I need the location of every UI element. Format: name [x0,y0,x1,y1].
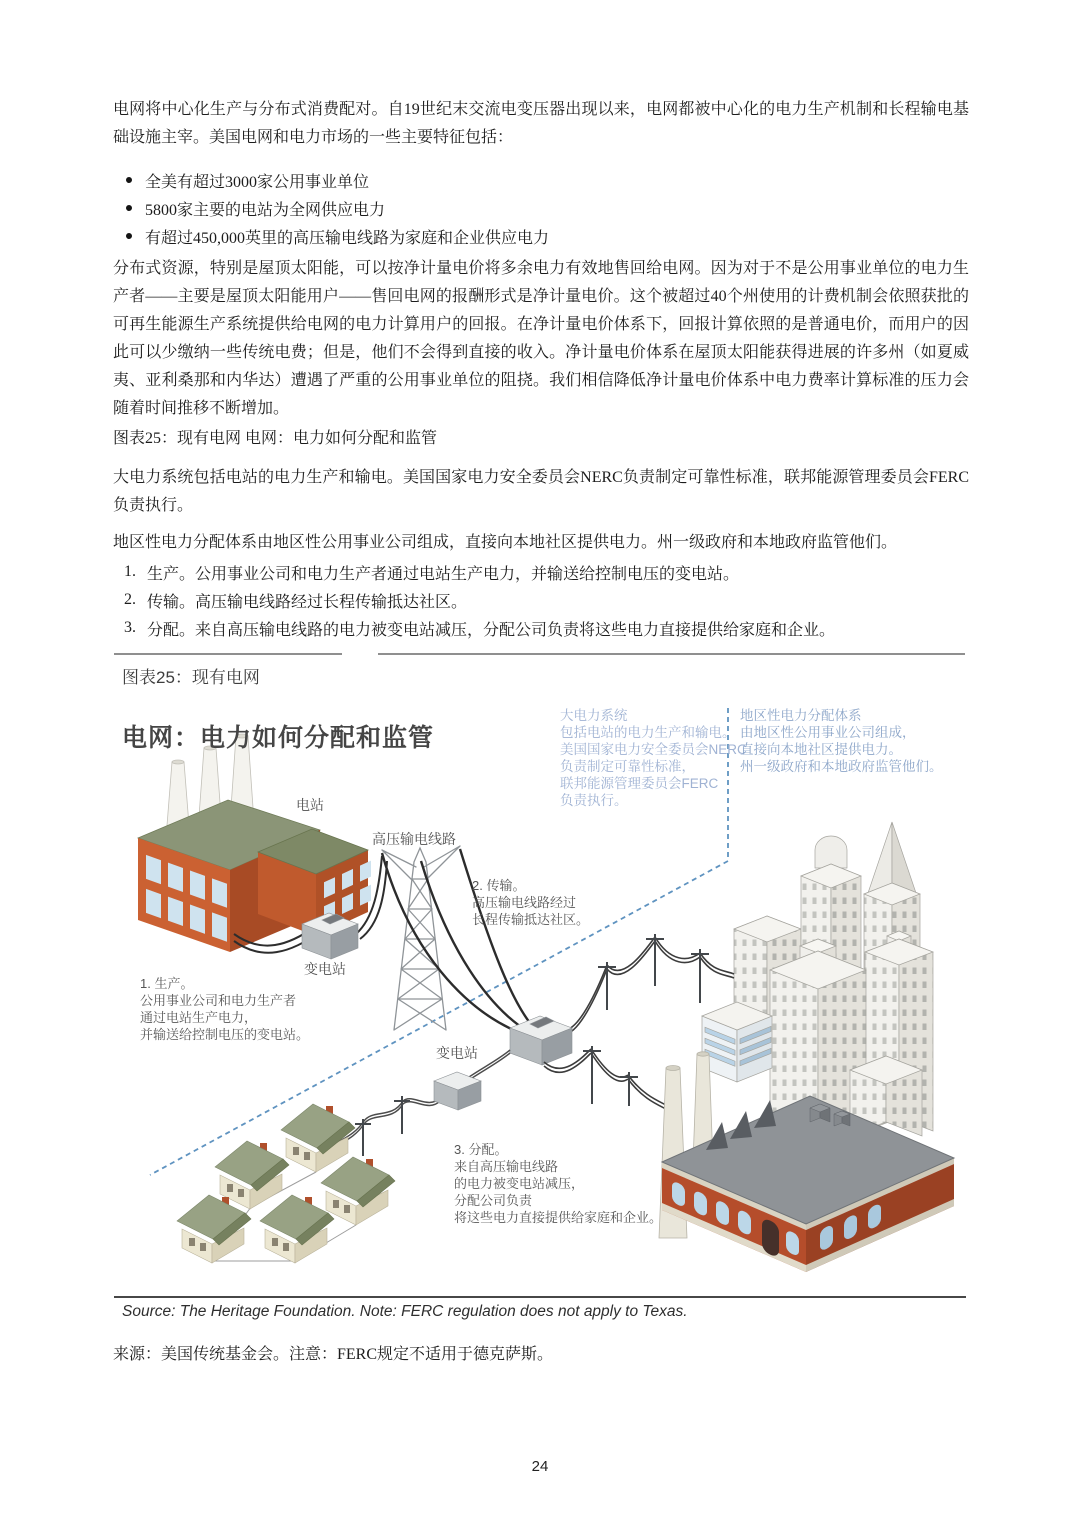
note-line: 负责执行。 [560,793,628,808]
step-line: 将这些电力直接提供给家庭和企业。 [454,1210,663,1225]
step-line: 来自高压输电线路 [454,1159,559,1174]
bullet-dot-icon [126,233,132,239]
step-line: 并输送给控制电压的变电站。 [140,1027,310,1042]
step-item [124,614,835,642]
note-line: 地区性电力分配体系 [740,708,862,723]
bullet-item [126,194,549,222]
step-number: 3. [124,619,136,636]
note-line: 美国国家电力安全委员会NERC [560,742,747,757]
step-line: 长程传输抵达社区。 [472,912,590,927]
step-text: 传输。高压输电线路经过长程传输抵达社区。 [147,593,468,611]
figure-caption: 图表25：现有电网 [122,668,260,687]
step-text: 分配。来自高压输电线路的电力被变电站减压，分配公司负责将这些电力直接提供给家庭和企业。 [147,621,836,639]
note-line: 包括电站的电力生产和输电。 [560,725,736,740]
city-buildings [702,822,933,1136]
substation-3 [434,1072,481,1110]
utility-poles-houses [355,1096,410,1156]
paragraph-intro: 电网将中心化生产与分布式消费配对。自19世纪末交流电变压器出现以来，电网都被中心化的电力生产机制和长程输电基础设施主宰。美国电网和电力市场的一些主要特征包括： [113,101,969,146]
source-text-en: Source: The Heritage Foundation. Note: FERC regulation does not apply to Texas. [122,1303,688,1320]
annotation-step2 [472,878,589,927]
step-line: 分配公司负责 [454,1193,533,1208]
note-line: 州一级政府和本地政府监管他们。 [740,759,943,774]
step-line: 1. 生产。 [140,976,194,991]
label-substation-2: 变电站 [436,1045,478,1061]
note-line: 直接向本地社区提供电力。 [740,742,902,757]
label-substation-1: 变电站 [304,961,346,977]
label-power-plant: 电站 [296,797,324,813]
paragraph-regional: 地区性电力分配体系由地区性公用事业公司组成，直接向本地社区提供电力。州一级政府和本地政府监管他们。 [113,534,898,551]
note-line: 负责制定可靠性标准， [560,759,695,774]
annotation-step3 [454,1142,662,1225]
step-line: 的电力被变电站减压， [454,1176,585,1191]
distribution-wires-local [332,1050,510,1150]
bullet-item [126,166,549,194]
paragraph-bulk-system: 大电力系统包括电站的电力生产和输电。美国国家电力安全委员会NERC负责制定可靠性标准，联邦能源管理委员会FERC负责执行。 [113,469,969,514]
bullet-list [126,166,549,250]
step-line: 2. 传输。 [472,878,526,893]
bullet-item [126,222,549,250]
numbered-steps-list [124,558,835,642]
step-line: 公用事业公司和电力生产者 [140,993,297,1008]
distribution-wires-factory [544,1049,666,1109]
step-item [124,558,835,586]
bullet-text: 全美有超过3000家公用事业单位 [145,173,370,191]
paragraph-net-metering: 分布式资源，特别是屋顶太阳能，可以按净计量电价将多余电力有效地售回给电网。因为对于不是公用事业单位的电力生产者——主要是屋顶太阳能用户——售回电网的报酬形式是净计量电价。这个被超过40个州使用的计费机制会依照获批的可再生能源生产系统提供给电网的电力计算用户的回报。在净计量电价体系下，回报计算依照的是普通电价，而用户的因此可以少缴纳一些传统电费；但是，他们不会得到直接的收入。净计量电价体系在屋顶太阳能获得进展的许多州（如夏威夷、亚利桑那和内华达）遭遇了严重的公用事业单位的阻挠。我们相信降低净计量电价体系中电力费率计算标准的压力会随着时间推移不断增加。 [113,260,969,417]
grid-illustration [110,698,970,1290]
bullet-text: 有超过450,000英里的高压输电线路为家庭和企业供应电力 [145,229,550,247]
house [260,1195,334,1263]
note-line: 联邦能源管理委员会FERC [560,776,719,791]
substation-2 [510,1016,572,1065]
step-line: 3. 分配。 [454,1142,508,1157]
page-number: 24 [531,1458,549,1475]
figure-title: 电网：电力如何分配和监管 [122,724,435,752]
note-big-power-system [560,707,747,808]
step-number: 2. [124,591,136,608]
bullet-dot-icon [126,205,132,211]
house [177,1195,251,1263]
utility-poles-city [598,934,709,1010]
source-text-zh: 来源：美国传统基金会。注意：FERC规定不适用于德克萨斯。 [113,1346,554,1363]
transmission-tower [382,846,460,1030]
source-rule [114,1296,966,1298]
step-item [124,586,835,614]
step-number: 1. [124,563,136,580]
label-hv-lines: 高压输电线路 [372,831,456,847]
step-line: 高压输电线路经过 [472,895,577,910]
figure-caption-line: 图表25：现有电网 电网：电力如何分配和监管 [113,430,438,447]
note-line: 由地区性公用事业公司组成， [740,725,916,740]
bullet-text: 5800家主要的电站为全网供应电力 [145,201,386,219]
low-blue-building [702,1002,772,1082]
note-regional-system [740,707,943,774]
figure-top-rule-left [114,653,342,655]
step-text: 生产。公用事业公司和电力生产者通过电站生产电力，并输送给控制电压的变电站。 [147,565,740,583]
note-line: 大电力系统 [560,708,628,723]
figure-top-rule-right [378,653,965,655]
annotation-step1 [140,976,309,1042]
house [321,1157,395,1225]
bullet-dot-icon [126,177,132,183]
step-line: 通过电站生产电力， [140,1010,258,1025]
